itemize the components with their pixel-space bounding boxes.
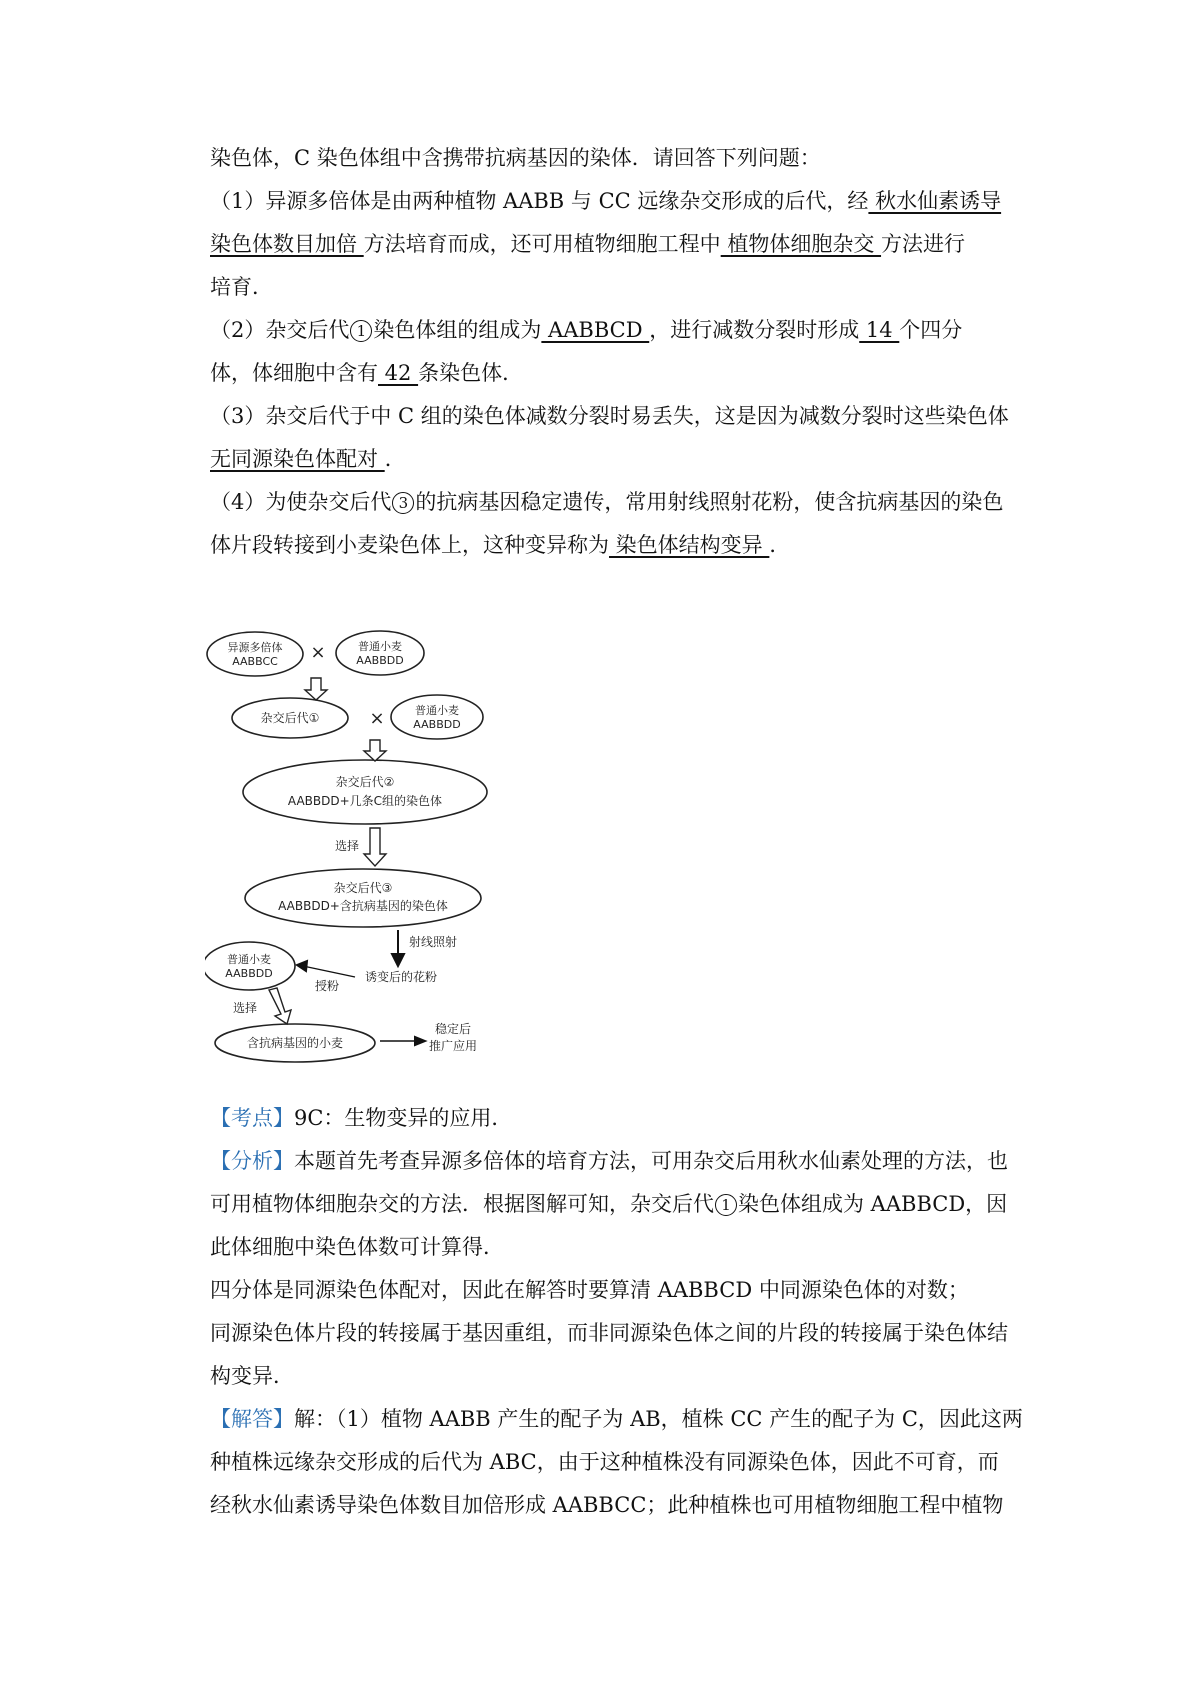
kaodian-line	[210, 1103, 1025, 1133]
q4-text-3: 体片段转接到小麦染色体上，这种变异称为	[210, 533, 609, 557]
q3-text-1: （3）杂交后代于中 C 组的染色体减数分裂时易丢失，这是因为减数分裂时这些染色体	[210, 404, 1009, 428]
q1-text-1: （1）异源多倍体是由两种植物 AABB 与 CC 远缘杂交形成的后代，经	[210, 189, 869, 213]
node4-label-2: AABBDD	[413, 718, 461, 731]
q3-answer: 无同源染色体配对	[210, 447, 385, 471]
fenxi-text-5: 同源染色体片段的转接属于基因重组，而非同源染色体之间的片段的转接属于染色体结	[210, 1321, 1008, 1345]
node-hybrid-2	[243, 760, 487, 824]
q2-line-1	[210, 315, 1025, 345]
q2-text-4: 个四分	[899, 318, 963, 342]
hollow-arrow-2	[364, 740, 386, 761]
q4-line-2	[210, 530, 1025, 560]
node1-label-1: 异源多倍体	[227, 641, 283, 654]
q4-text-2: 的抗病基因稳定遗传，常用射线照射花粉，使含抗病基因的染色	[415, 490, 1004, 514]
q4-line-1	[210, 487, 1025, 517]
circled-number: 1	[350, 320, 372, 342]
node5-label-1: 杂交后代②	[335, 775, 395, 789]
q1-text-2: 方法培育而成，还可用植物细胞工程中	[363, 232, 721, 256]
fenxi-text-4: 四分体是同源染色体配对，因此在解答时要算清 AABBCD 中同源染色体的对数；	[210, 1278, 969, 1302]
q4-answer: 染色体结构变异	[609, 533, 770, 557]
fenxi-text-3: 此体细胞中染色体数可计算得．	[210, 1235, 504, 1259]
fenxi-line-4	[210, 1275, 1025, 1305]
q2-text-2: 染色体组的组成为	[373, 318, 542, 342]
jieda-text-2: 种植株远缘杂交形成的后代为 ABC，由于这种植株没有同源染色体，因此不可育，而	[210, 1450, 999, 1474]
q2-text-1: （2）杂交后代	[210, 318, 350, 342]
q1-text-4: 培育．	[210, 275, 273, 299]
q3-line-2	[210, 444, 1025, 474]
q2-text-5: 体，体细胞中含有	[210, 361, 378, 385]
q2-text-3: ，进行减数分裂时形成	[649, 318, 860, 342]
node-allopolyploid	[207, 632, 303, 676]
node-common-wheat-2	[391, 695, 483, 739]
final-label-1: 稳定后	[434, 1022, 472, 1036]
jieda-line-2	[210, 1447, 1025, 1477]
node2-label-2: AABBDD	[356, 654, 404, 667]
node-common-wheat-3	[205, 942, 295, 990]
node6-label-2: AABBDD+含抗病基因的染色体	[278, 899, 448, 913]
q1-line-1	[210, 186, 1025, 216]
q4-text-4: ．	[769, 533, 791, 557]
fenxi-line-5	[210, 1318, 1025, 1348]
q2-line-2	[210, 358, 1025, 388]
arrow-final	[415, 1037, 425, 1045]
select-label-1: 选择	[334, 839, 360, 853]
pollinate-label: 授粉	[314, 979, 340, 993]
node7-label-2: AABBDD	[225, 967, 273, 980]
q2-text-6: 条染色体．	[418, 361, 524, 385]
fenxi-text-2a: 可用植物体细胞杂交的方法．根据图解可知，杂交后代	[210, 1192, 714, 1216]
intro-line	[210, 143, 1025, 173]
q1-line-3	[210, 272, 1025, 302]
node8-label: 含抗病基因的小麦	[246, 1036, 344, 1050]
circled-number: 1	[715, 1194, 737, 1216]
select-label-2: 选择	[232, 1001, 258, 1015]
q1-text-3: 方法进行	[881, 232, 966, 256]
q2-answer-2: 14	[859, 318, 900, 342]
final-label-2: 推广应用	[428, 1039, 478, 1053]
jieda-line-3	[210, 1490, 1025, 1520]
fenxi-text-2b: 染色体组成为 AABBCD，因	[738, 1192, 1008, 1216]
jieda-line-1	[210, 1404, 1025, 1434]
cross-symbol-1: ×	[310, 642, 326, 663]
fenxi-line-3	[210, 1232, 1025, 1262]
node7-label-1: 普通小麦	[227, 953, 271, 966]
breeding-flow-diagram	[205, 628, 545, 1088]
kaodian-text: 9C：生物变异的应用．	[294, 1106, 513, 1130]
q2-answer-3: 42	[378, 361, 419, 385]
node4-label-1: 普通小麦	[415, 704, 459, 717]
q1-line-2	[210, 229, 1025, 259]
q1-answer-2: 植物体细胞杂交	[720, 232, 882, 256]
node3-label: 杂交后代①	[260, 711, 320, 725]
arrow-pollinate	[297, 961, 307, 971]
node-common-wheat-1	[336, 631, 424, 675]
fenxi-tag: 【分析】	[210, 1149, 294, 1173]
fenxi-line-1	[210, 1146, 1025, 1176]
jieda-text-1: 解：（1）植物 AABB 产生的配子为 AB，植株 CC 产生的配子为 C，因此这两	[294, 1407, 1023, 1431]
jieda-text-3: 经秋水仙素诱导染色体数目加倍形成 AABBCC；此种植株也可用植物细胞工程中植物	[210, 1493, 1004, 1517]
q3-line-1	[210, 401, 1025, 431]
node5-label-2: AABBDD+几条C组的染色体	[287, 794, 443, 808]
radiation-label: 射线照射	[408, 935, 458, 949]
solid-arrow-radiation	[392, 954, 404, 966]
hollow-arrow-3	[364, 828, 386, 866]
fenxi-line-2	[210, 1189, 1025, 1219]
fenxi-text-1: 本题首先考查异源多倍体的培育方法，可用杂交后用秋水仙素处理的方法，也	[294, 1149, 1008, 1173]
q3-text-2: ．	[384, 447, 406, 471]
q4-text-1: （4）为使杂交后代	[210, 490, 392, 514]
hollow-arrow-4	[269, 988, 291, 1024]
circled-number: 3	[392, 492, 414, 514]
hollow-arrow-1	[305, 678, 327, 700]
jieda-tag: 【解答】	[210, 1407, 294, 1431]
mutant-pollen-label: 诱变后的花粉	[364, 970, 438, 984]
q1-answer-1b: 染色体数目加倍	[210, 232, 364, 256]
q1-answer-1a: 秋水仙素诱导	[868, 189, 1002, 213]
node2-label-1: 普通小麦	[358, 640, 402, 653]
fenxi-line-6	[210, 1361, 1025, 1391]
node1-label-2: AABBCC	[232, 655, 278, 668]
node-hybrid-3	[245, 869, 481, 927]
cross-symbol-2: ×	[369, 708, 385, 729]
intro-text: 染色体，C 染色体组中含携带抗病基因的染体．请回答下列问题：	[210, 146, 821, 170]
q2-answer-1: AABBCD	[541, 318, 650, 342]
fenxi-text-6: 构变异．	[210, 1364, 294, 1388]
kaodian-tag: 【考点】	[210, 1106, 294, 1130]
node6-label-1: 杂交后代③	[333, 881, 393, 895]
